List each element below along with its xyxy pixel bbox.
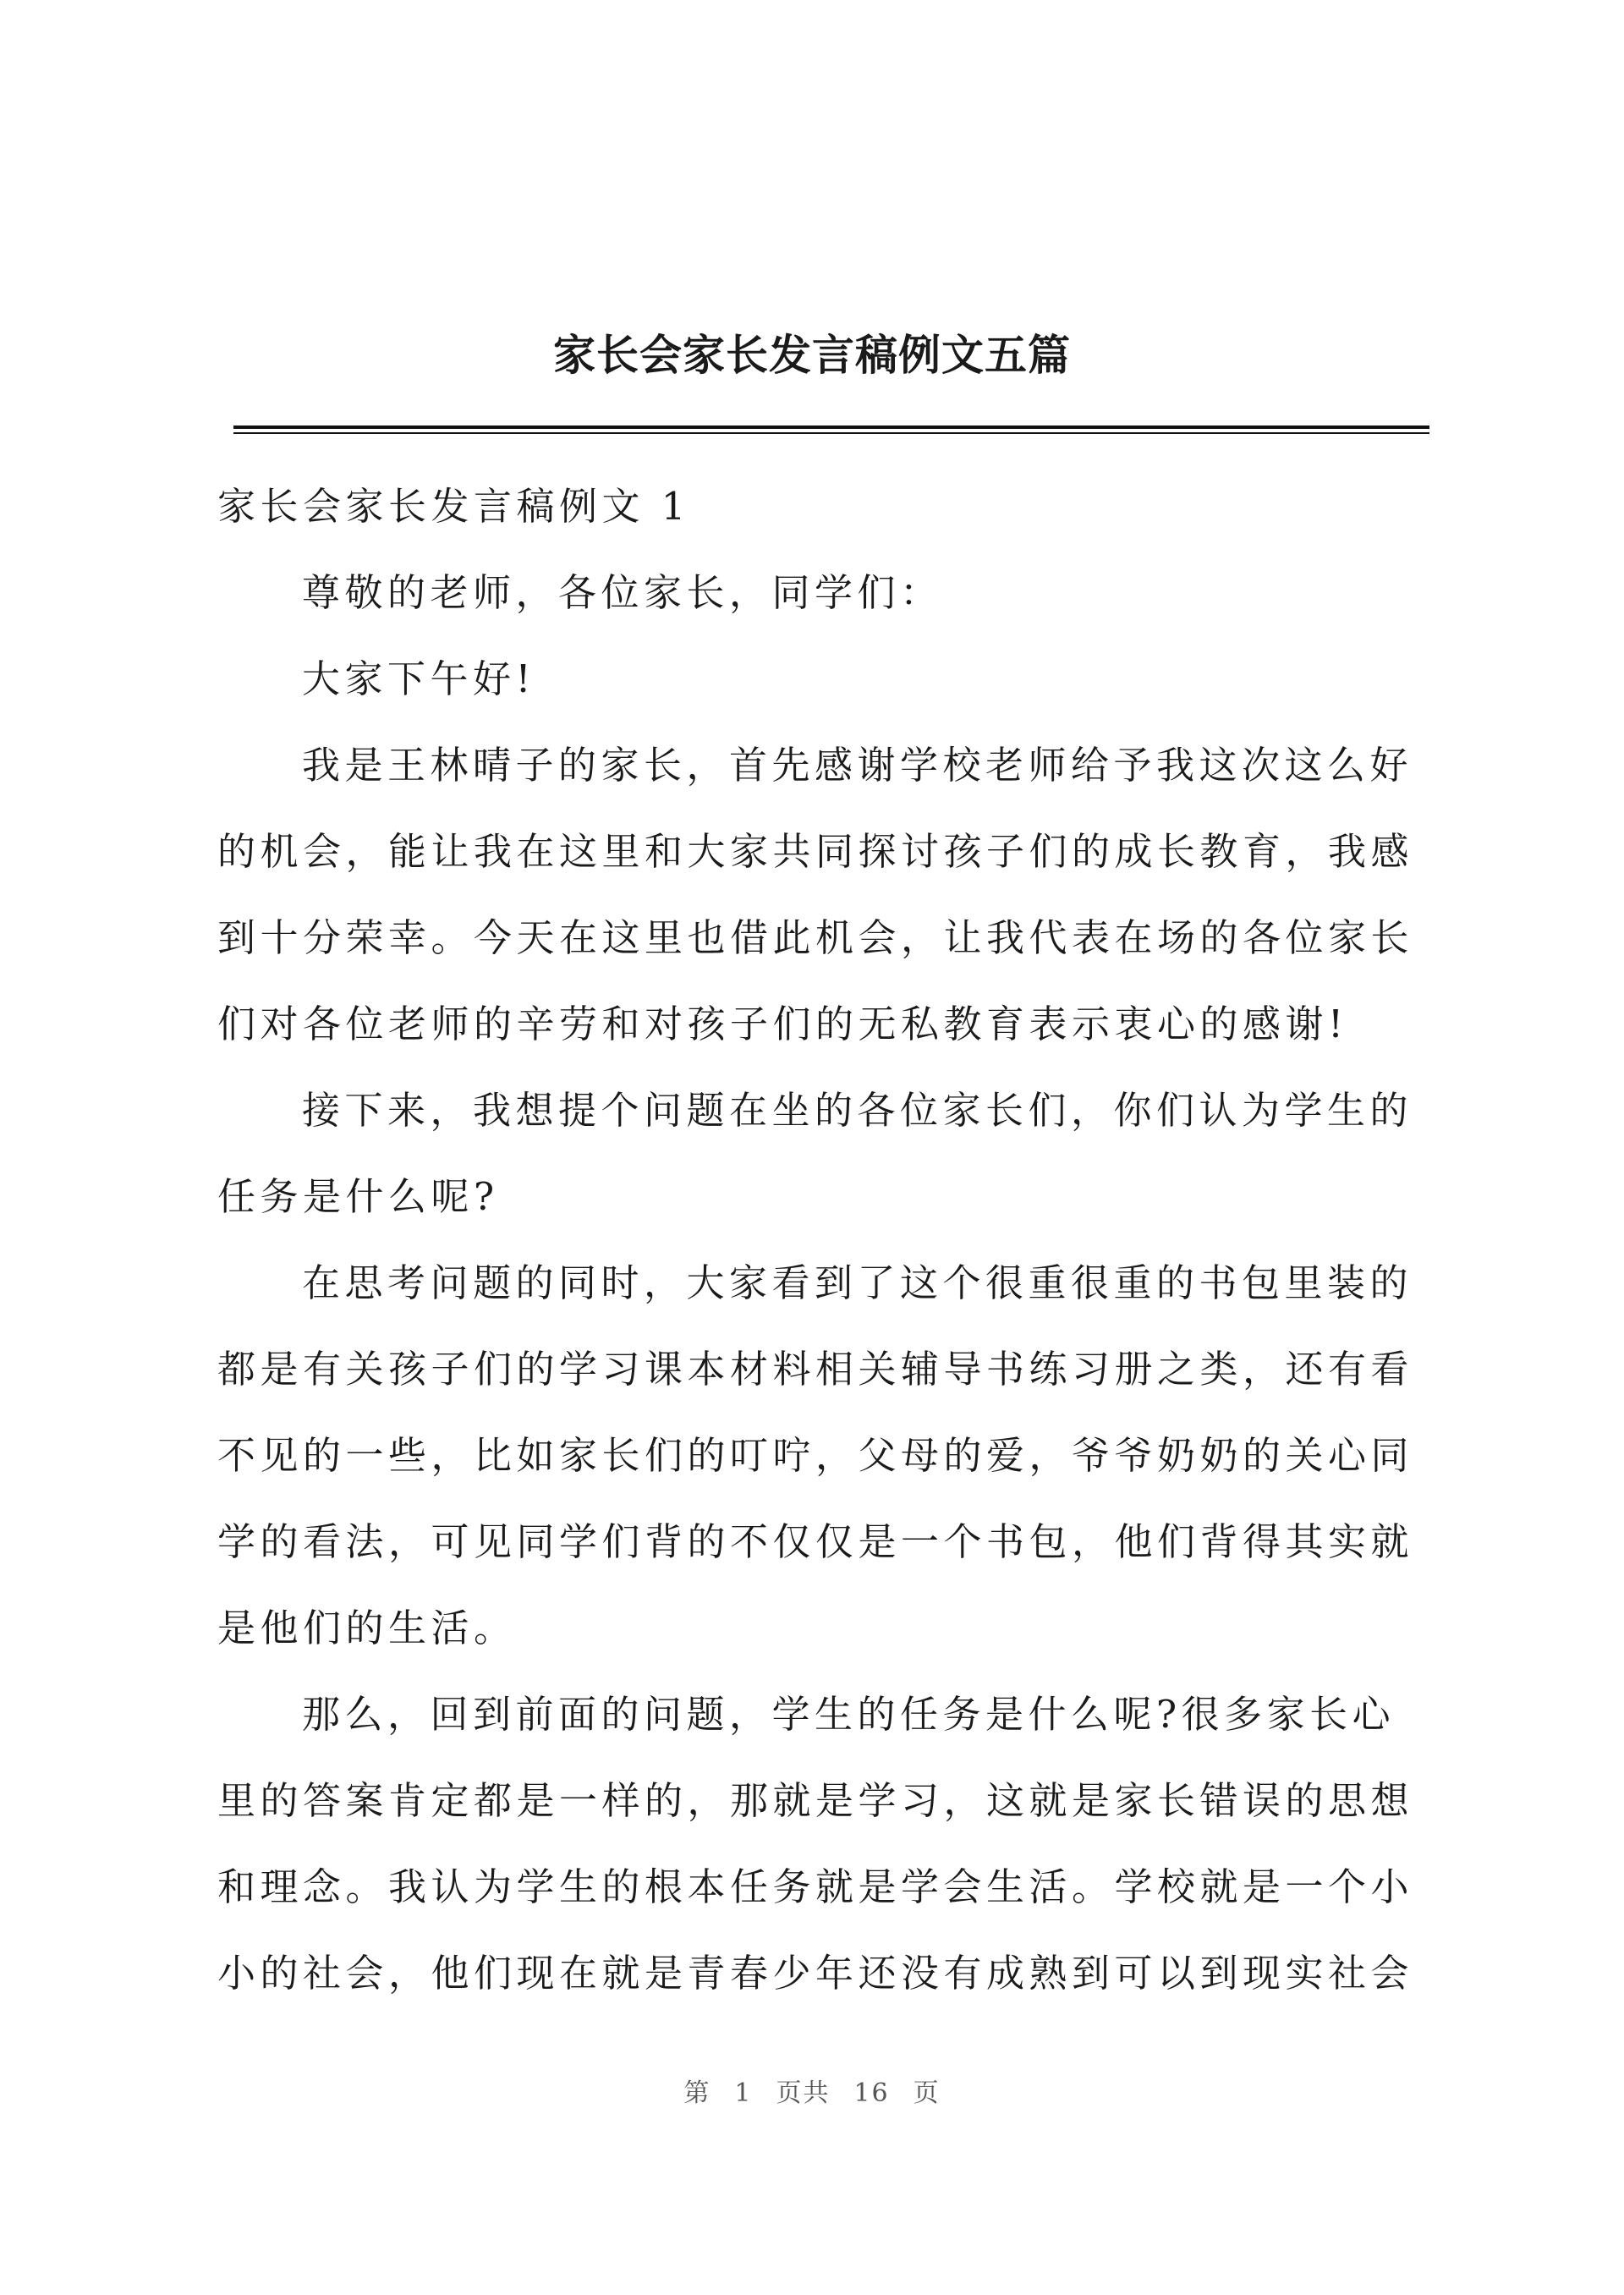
- body-text-line: 的机会，能让我在这里和大家共同探讨孩子们的成长教育，我感: [217, 829, 1414, 874]
- body-text-line: 不见的一些，比如家长们的叮咛，父母的爱，爷爷奶奶的关心同: [217, 1433, 1414, 1478]
- page-footer: [0, 2077, 1624, 2111]
- body-text-line: 我是王林晴子的家长，首先感谢学校老师给予我这次这么好: [302, 743, 1413, 788]
- body-text-line: 和理念。我认为学生的根本任务就是学会生活。学校就是一个小: [217, 1864, 1414, 1909]
- body-text-line: 任务是什么呢?: [217, 1174, 499, 1219]
- title-divider-thin: [233, 432, 1429, 434]
- footer-current-page: 1: [734, 2078, 753, 2108]
- footer-mid: 页共: [776, 2078, 831, 2108]
- footer-prefix: 第: [683, 2078, 711, 2108]
- section-heading: 家长会家长发言稿例文 1: [217, 484, 690, 529]
- footer-suffix: 页: [913, 2078, 941, 2108]
- footer-total-pages: 16: [853, 2078, 890, 2108]
- body-text-line: 都是有关孩子们的学习课本材料相关辅导书练习册之类，还有看: [217, 1347, 1414, 1392]
- body-text-line: 们对各位老师的辛劳和对孩子们的无私教育表示衷心的感谢!: [217, 1002, 1348, 1046]
- body-text-line: 接下来，我想提个问题在坐的各位家长们，你们认为学生的: [302, 1088, 1413, 1133]
- document-body: [217, 464, 1429, 2017]
- body-text-line: 在思考问题的同时，大家看到了这个很重很重的书包里装的: [302, 1260, 1413, 1305]
- body-text-line: 大家下午好!: [302, 656, 536, 701]
- body-text-line: 到十分荣幸。今天在这里也借此机会，让我代表在场的各位家长: [217, 915, 1414, 960]
- page-title: 家长会家长发言稿例文五篇: [553, 331, 1071, 380]
- title-divider-thick: [233, 426, 1429, 429]
- body-text-line: 小的社会，他们现在就是青春少年还没有成熟到可以到现实社会: [217, 1951, 1414, 1996]
- body-text-line: 那么，回到前面的问题，学生的任务是什么呢?很多家长心: [302, 1692, 1396, 1737]
- body-text-line: 是他们的生活。: [217, 1606, 517, 1650]
- body-text-line: 学的看法，可见同学们背的不仅仅是一个书包，他们背得其实就: [217, 1519, 1414, 1564]
- body-text-line: 尊敬的老师，各位家长，同学们：: [302, 570, 943, 615]
- body-text-line: 里的答案肯定都是一样的，那就是学习，这就是家长错误的思想: [217, 1778, 1414, 1823]
